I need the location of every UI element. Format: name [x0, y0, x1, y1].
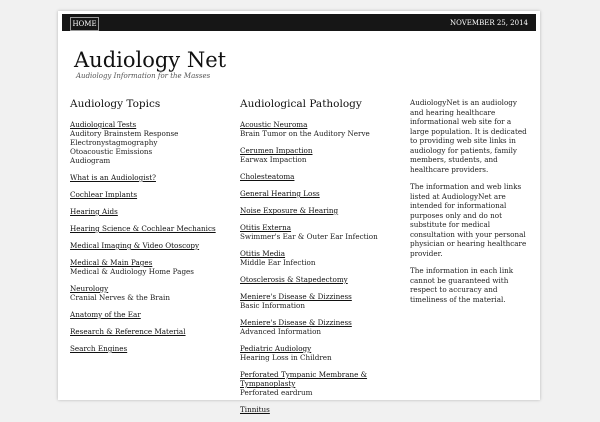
link-otitis-media[interactable]: Otitis Media: [240, 249, 286, 258]
link-description: Audiogram: [70, 156, 111, 165]
list-item: [240, 370, 400, 397]
list-item: [70, 207, 235, 216]
link-medical-and-main-pages[interactable]: Medical & Main Pages: [70, 258, 153, 267]
topics-list: [70, 120, 235, 353]
list-item: [240, 292, 400, 310]
list-item: [240, 318, 400, 336]
about-sidebar: [410, 98, 530, 312]
link-description: Middle Ear Infection: [240, 258, 316, 267]
list-item: [70, 224, 235, 233]
audiology-topics-column: [70, 98, 235, 361]
link-research-and-reference-material[interactable]: Research & Reference Material: [70, 327, 186, 336]
link-pediatric-audiology[interactable]: Pediatric Audiology: [240, 344, 312, 353]
list-item: [240, 189, 400, 198]
site-tagline: Audiology Information for the Masses: [76, 72, 211, 80]
list-item: [240, 223, 400, 241]
list-item: [240, 249, 400, 267]
link-neurology[interactable]: Neurology: [70, 284, 109, 293]
list-item: [70, 120, 235, 165]
link-general-hearing-loss[interactable]: General Hearing Loss: [240, 189, 320, 198]
list-item: [240, 405, 400, 414]
link-meniere-s-disease-and-dizziness[interactable]: Meniere's Disease & Dizziness: [240, 318, 352, 327]
list-item: [240, 172, 400, 181]
link-description: Perforated eardrum: [240, 388, 313, 397]
disclaimer-paragraph: The information and web links listed at AudiologyNet are intended for informational purposes only and do not substitute for medical consultation with your personal physician or hearing healthcare provider.: [410, 182, 527, 258]
list-item: [70, 310, 235, 319]
date-display: NOVEMBER 25, 2014: [450, 19, 528, 27]
link-description: Hearing Loss in Children: [240, 353, 332, 362]
list-item: [70, 190, 235, 199]
link-meniere-s-disease-and-dizziness[interactable]: Meniere's Disease & Dizziness: [240, 292, 352, 301]
link-audiological-tests[interactable]: Audiological Tests: [70, 120, 137, 129]
list-item: [240, 206, 400, 215]
link-cochlear-implants[interactable]: Cochlear Implants: [70, 190, 138, 199]
accuracy-paragraph: The information in each link cannot be guaranteed with respect to accuracy and timeliness of the material.: [410, 266, 514, 304]
about-paragraph: AudiologyNet is an audiology and hearing healthcare informational web site for a large population. It is dedicated to providing web site links in audiology for patients, family members, students, and healthcare providers.: [410, 98, 527, 174]
list-item: [70, 258, 235, 276]
top-bar: [62, 14, 536, 31]
link-description: Advanced Information: [240, 327, 322, 336]
link-noise-exposure-and-hearing[interactable]: Noise Exposure & Hearing: [240, 206, 339, 215]
link-description: Earwax Impaction: [240, 155, 307, 164]
pathology-list: [240, 120, 400, 414]
site-title[interactable]: Audiology Net: [74, 48, 227, 72]
link-description: Medical & Audiology Home Pages: [70, 267, 194, 276]
home-button[interactable]: HOME: [70, 17, 99, 31]
list-item: [240, 146, 400, 164]
column-heading: Audiology Topics: [70, 98, 161, 110]
list-item: [240, 120, 400, 138]
link-cerumen-impaction[interactable]: Cerumen Impaction: [240, 146, 313, 155]
link-anatomy-of-the-ear[interactable]: Anatomy of the Ear: [70, 310, 141, 319]
link-acoustic-neuroma[interactable]: Acoustic Neuroma: [240, 120, 308, 129]
list-item: [70, 344, 235, 353]
link-otitis-externa[interactable]: Otitis Externa: [240, 223, 292, 232]
link-description: Auditory Brainstem Response: [70, 129, 179, 138]
link-medical-imaging-and-video-otoscopy[interactable]: Medical Imaging & Video Otoscopy: [70, 241, 200, 250]
link-description: Swimmer's Ear & Outer Ear Infection: [240, 232, 378, 241]
link-description: Basic Information: [240, 301, 305, 310]
list-item: [70, 241, 235, 250]
link-description: Brain Tumor on the Auditory Nerve: [240, 129, 370, 138]
link-description: Cranial Nerves & the Brain: [70, 293, 170, 302]
link-search-engines[interactable]: Search Engines: [70, 344, 128, 353]
list-item: [240, 275, 400, 284]
list-item: [70, 173, 235, 182]
page-container: [58, 11, 540, 414]
link-hearing-aids[interactable]: Hearing Aids: [70, 207, 118, 216]
link-tinnitus[interactable]: Tinnitus: [240, 405, 270, 414]
audiological-pathology-column: [240, 98, 400, 422]
link-otosclerosis-and-stapedectomy[interactable]: Otosclerosis & Stapedectomy: [240, 275, 348, 284]
link-perforated-tympanic-membrane-and-tympanoplasty[interactable]: Perforated Tympanic Membrane & Tympanoplasty: [240, 370, 368, 388]
column-heading: Audiological Pathology: [240, 98, 362, 110]
list-item: [70, 327, 235, 336]
link-hearing-science-and-cochlear-mechanics[interactable]: Hearing Science & Cochlear Mechanics: [70, 224, 216, 233]
list-item: [70, 284, 235, 302]
link-description: Electronystagmography: [70, 138, 158, 147]
link-what-is-an-audiologist[interactable]: What is an Audiologist?: [70, 173, 156, 182]
list-item: [240, 344, 400, 362]
link-cholesteatoma[interactable]: Cholesteatoma: [240, 172, 295, 181]
link-description: Otoacoustic Emissions: [70, 147, 153, 156]
